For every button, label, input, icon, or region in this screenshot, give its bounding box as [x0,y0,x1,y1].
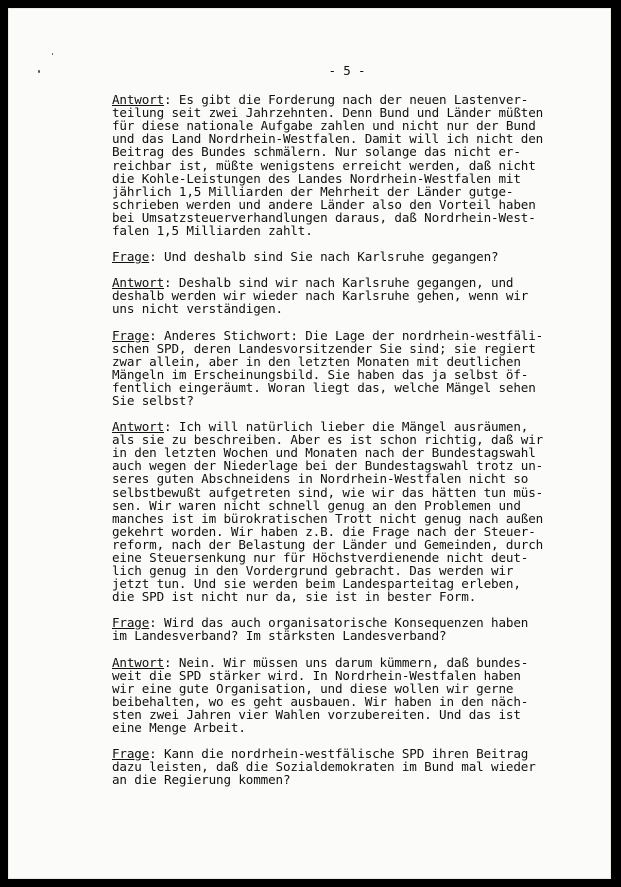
text-line: im Landesverband? Im stärksten Landesverband? [112,628,447,644]
line-text: : Kann die nordrhein-westfälische SPD ihren Beitrag [149,746,529,762]
speaker-label: Antwort [112,419,165,435]
text-line: die SPD ist nicht nur da, sie ist in bester Form. [112,589,477,605]
text-line [112,250,552,263]
speaker-label: Frage [112,249,150,265]
text-line: eine Steuersenkung nur für Höchstverdienende nicht deut- [112,550,529,565]
text-line: zwar allein, aber in den letzten Monaten mit deutlichen [112,353,521,369]
line-text: : Nein. Wir müssen uns darum kümmern, daß bundes- [164,654,529,670]
text-line: an die Regierung kommen? [112,772,291,788]
text-line: falen 1,5 Milliarden zahlt. [112,223,313,239]
speaker-label: Antwort [112,275,165,291]
text-line: als sie zu beschreiben. Aber es ist schon richtig, daß wir [112,432,544,448]
text-line: bei Umsatzsteuerverhandlungen daraus, daß Nordrhein-West- [112,209,536,225]
line-text: : Ich will natürlich lieber die Mängel ausräumen, [164,419,529,435]
question-block [112,616,552,642]
answer-block [112,93,552,237]
text-line: lich genug in den Vordergrund gebracht. Das werden wir [112,563,514,579]
text-line: Mängeln im Erscheinungsbild. Sie haben das ja selbst öf- [112,366,529,382]
text-line: uns nicht verständigen. [112,301,283,317]
speaker-label: Antwort [112,92,165,108]
text-line: in den letzten Wochen und Monaten nach der Bundestagswahl [112,445,536,461]
line-text: : Deshalb sind wir nach Karlsruhe gegangen, und [164,275,514,291]
text-line: sten zwei Jahren vier Wahlen vorzubereiten. Und das ist [112,706,521,722]
text-line: deshalb werden wir wieder nach Karlsruhe gehen, wenn wir [112,288,529,304]
text-line: Beitrag des Bundes schmälern. Nur solange das nicht er- [112,144,521,160]
text-line: jetzt tun. Und sie werden beim Landesparteitag erleben, [112,576,521,592]
text-line: reichbar ist, müßte wenigstens erreicht werden, daß nicht [112,157,536,173]
text-line: und das Land Nordrhein-Westfalen. Damit will ich nicht den [112,131,544,147]
speaker-label: Antwort [112,654,165,670]
interview-text [112,93,552,786]
question-block [112,329,552,408]
line-text: : Wird das auch organisatorische Konsequenzen haben [149,615,529,631]
text-line: gekehrt worden. Wir haben z.B. die Frage nach der Steuer- [112,523,536,539]
text-line: selbstbewußt aufgetreten sind, wie wir das hätten tun müs- [112,484,544,500]
speaker-label: Frage [112,746,150,762]
text-line [112,656,552,669]
ink-speck [52,53,53,55]
document-body [112,64,552,799]
speaker-label: Frage [112,615,150,631]
text-line: beibehalten, wo es geht ausbauen. Wir haben in den näch- [112,693,529,709]
text-line: Sie selbst? [112,392,194,408]
text-line: die Kohle-Leistungen des Landes Nordrhein-Westfalen mit [112,170,521,186]
text-line: fentlich eingeräumt. Woran liegt das, welche Mängel sehen [112,379,536,395]
text-line: für diese nationale Aufgabe zahlen und nicht nur der Bund [112,118,536,134]
text-line: schen SPD, deren Landesvorsitzender Sie sind; sie regiert [112,340,536,356]
answer-block [112,656,552,735]
text-line: seres guten Abschneidens in Nordrhein-Westfalen nicht so [112,471,529,487]
question-block [112,747,552,786]
text-line: wir eine gute Organisation, und diese wollen wir gerne [112,680,514,696]
text-line [112,329,552,342]
question-block [112,250,552,263]
page-number: - 5 - [328,63,366,78]
line-text: : Und deshalb sind Sie nach Karlsruhe gegangen? [149,249,499,265]
text-line: weit die SPD stärker wird. In Nordrhein-Westfalen haben [112,667,521,683]
text-line: schrieben werden und andere Länder also den Vorteil haben [112,196,536,212]
speaker-label: Frage [112,327,150,343]
answer-block [112,276,552,315]
text-line: teilung seit zwei Jahrzehnten. Denn Bund und Länder müßten [112,105,544,121]
text-line: auch wegen der Niederlage bei der Bundestagswahl trotz un- [112,458,544,474]
text-line: sen. Wir waren nicht schnell genug an den Problemen und [112,497,521,513]
text-line: dazu leisten, daß die Sozialdemokraten im Bund mal wieder [112,759,536,775]
text-line: jährlich 1,5 Milliarden der Mehrheit der Länder gutge- [112,183,514,199]
text-line: eine Menge Arbeit. [112,720,246,736]
line-text: : Anderes Stichwort: Die Lage der nordrhein-westfäli- [149,327,544,343]
answer-block [112,420,552,603]
text-line: reform, nach der Belastung der Länder und Gemeinden, durch [112,536,544,552]
ink-speck [38,70,40,73]
text-line: manches ist im bürokratischen Trott nicht genug nach außen [112,510,544,526]
line-text: : Es gibt die Forderung nach der neuen Lastenver- [164,92,529,108]
